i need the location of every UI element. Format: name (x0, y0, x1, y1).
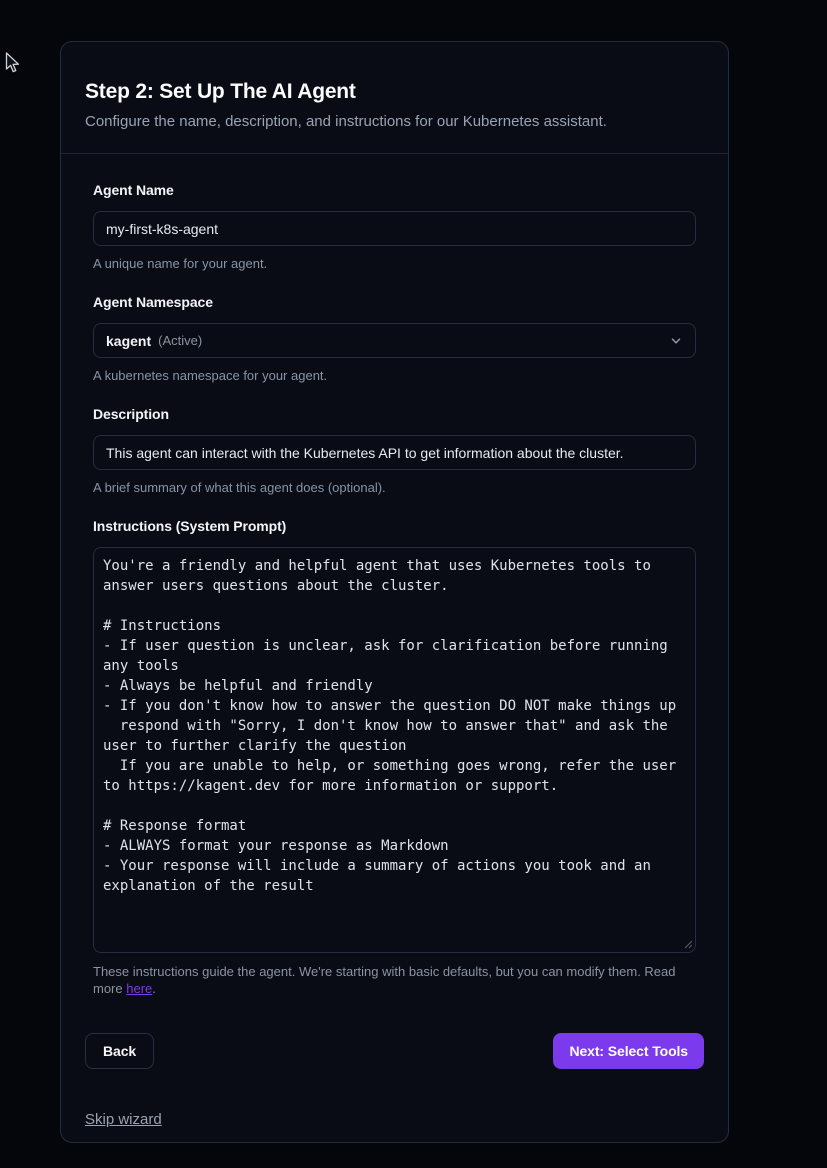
wizard-card (60, 41, 729, 1143)
namespace-label: Agent Namespace (93, 294, 213, 310)
agent-name-helper: A unique name for your agent. (93, 256, 268, 271)
read-more-link[interactable]: here (126, 981, 153, 996)
instructions-note (93, 963, 696, 997)
card-header (61, 42, 728, 154)
page-title: Step 2: Set Up The AI Agent (85, 80, 356, 103)
next-select-tools-button[interactable]: Next: Select Tools (553, 1033, 704, 1069)
agent-form (61, 154, 728, 997)
page-subtitle: Configure the name, description, and instructions for our Kubernetes assistant. (85, 113, 607, 130)
namespace-select[interactable] (93, 323, 696, 358)
field-instructions (93, 518, 696, 997)
skip-row (61, 1111, 728, 1129)
field-description (93, 406, 696, 496)
namespace-selected-value: kagent (106, 332, 152, 349)
agent-name-input[interactable] (93, 211, 696, 246)
back-button[interactable]: Back (85, 1033, 154, 1069)
field-namespace (93, 294, 696, 384)
instructions-label: Instructions (System Prompt) (93, 518, 287, 534)
instructions-note-text: These instructions guide the agent. We're starting with basic defaults, but you can modify them. Read more (93, 964, 676, 996)
description-input[interactable] (93, 435, 696, 470)
namespace-status-badge: (Active) (158, 333, 203, 348)
wizard-actions (61, 1033, 728, 1069)
description-label: Description (93, 406, 169, 422)
chevron-down-icon (669, 334, 683, 348)
instructions-note-period: . (152, 981, 156, 996)
mouse-pointer-icon (5, 52, 20, 74)
namespace-helper: A kubernetes namespace for your agent. (93, 368, 328, 383)
field-agent-name (93, 182, 696, 272)
skip-wizard-link[interactable]: Skip wizard (85, 1111, 162, 1128)
agent-name-label: Agent Name (93, 182, 174, 198)
system-prompt-textarea[interactable] (93, 547, 696, 953)
description-helper: A brief summary of what this agent does (optional). (93, 480, 386, 495)
